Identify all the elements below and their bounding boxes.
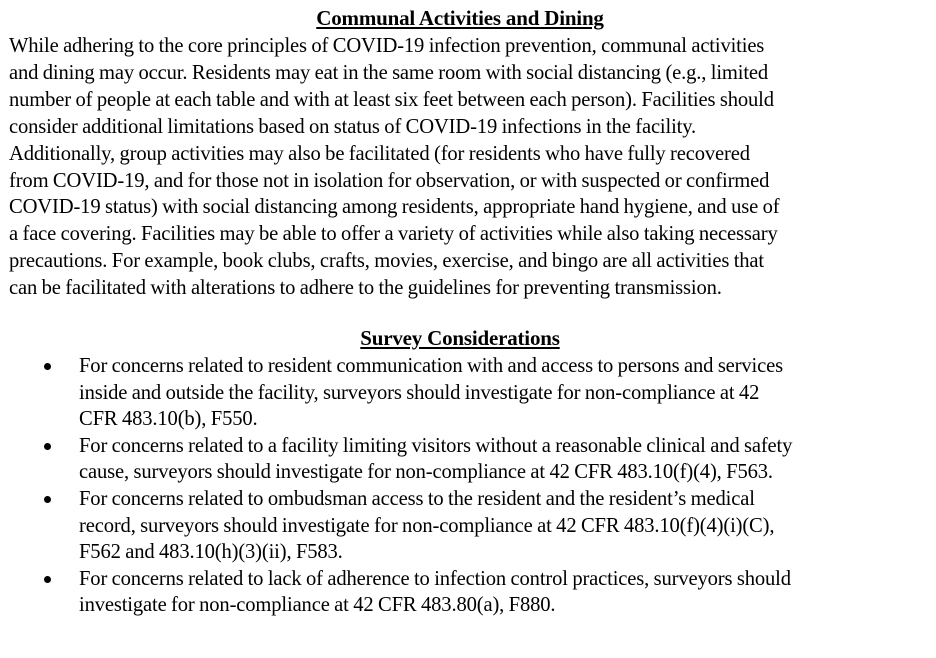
paragraph-line: precautions. For example, book clubs, crafts, movies, exercise, and bingo are all activities that — [9, 250, 764, 273]
list-item-line: cause, surveyors should investigate for non-compliance at 42 CFR 483.10(f)(4), F563. — [79, 461, 773, 484]
list-item — [0, 353, 936, 433]
paragraph-line: While adhering to the core principles of COVID-19 infection prevention, communal activities — [9, 35, 765, 57]
list-item-line: For concerns related to a facility limiting visitors without a reasonable clinical and safety — [79, 434, 793, 457]
paragraph-line: number of people at each table and with at least six feet between each person). Facilities should — [9, 88, 774, 111]
section-heading-survey-considerations: Survey Considerations — [360, 326, 560, 350]
bullet-icon — [44, 496, 51, 503]
list-item — [0, 486, 936, 566]
list-item — [0, 433, 936, 486]
list-item-line: record, surveyors should investigate for non-compliance at 42 CFR 483.10(f)(4)(i)(C), — [79, 514, 775, 537]
section-heading-communal-activities: Communal Activities and Dining — [316, 6, 604, 30]
bullet-icon — [44, 443, 51, 450]
bullet-icon — [44, 576, 51, 583]
paragraph-line: from COVID-19, and for those not in isolation for observation, or with suspected or confirmed — [9, 169, 770, 192]
paragraph-line: a face covering. Facilities may be able to offer a variety of activities while also taking necessary — [9, 223, 778, 246]
paragraph-line: Additionally, group activities may also be facilitated (for residents who have fully recovered — [9, 142, 750, 165]
list-item-line: investigate for non-compliance at 42 CFR 483.80(a), F880. — [79, 594, 556, 617]
list-item-line: F562 and 483.10(h)(3)(ii), F583. — [79, 541, 343, 564]
paragraph-line: and dining may occur. Residents may eat in the same room with social distancing (e.g., limited — [9, 61, 769, 84]
paragraph-line: COVID-19 status) with social distancing among residents, appropriate hand hygiene, and use of — [9, 196, 780, 219]
list-item-line: For concerns related to ombudsman access to the resident and the resident’s medical — [79, 487, 755, 510]
list-item-line: For concerns related to lack of adherence to infection control practices, surveyors should — [79, 567, 791, 590]
communal-activities-paragraph — [9, 33, 924, 302]
list-item-line: For concerns related to resident communication with and access to persons and services — [79, 355, 783, 377]
survey-considerations-list — [0, 353, 936, 619]
list-item-line: inside and outside the facility, surveyors should investigate for non-compliance at 42 — [79, 381, 760, 404]
list-item — [0, 566, 936, 619]
list-item-line: CFR 483.10(b), F550. — [79, 408, 258, 431]
paragraph-line: can be facilitated with alterations to adhere to the guidelines for preventing transmission. — [9, 277, 722, 300]
bullet-icon — [44, 363, 51, 370]
paragraph-line: consider additional limitations based on status of COVID-19 infections in the facility. — [9, 115, 697, 138]
